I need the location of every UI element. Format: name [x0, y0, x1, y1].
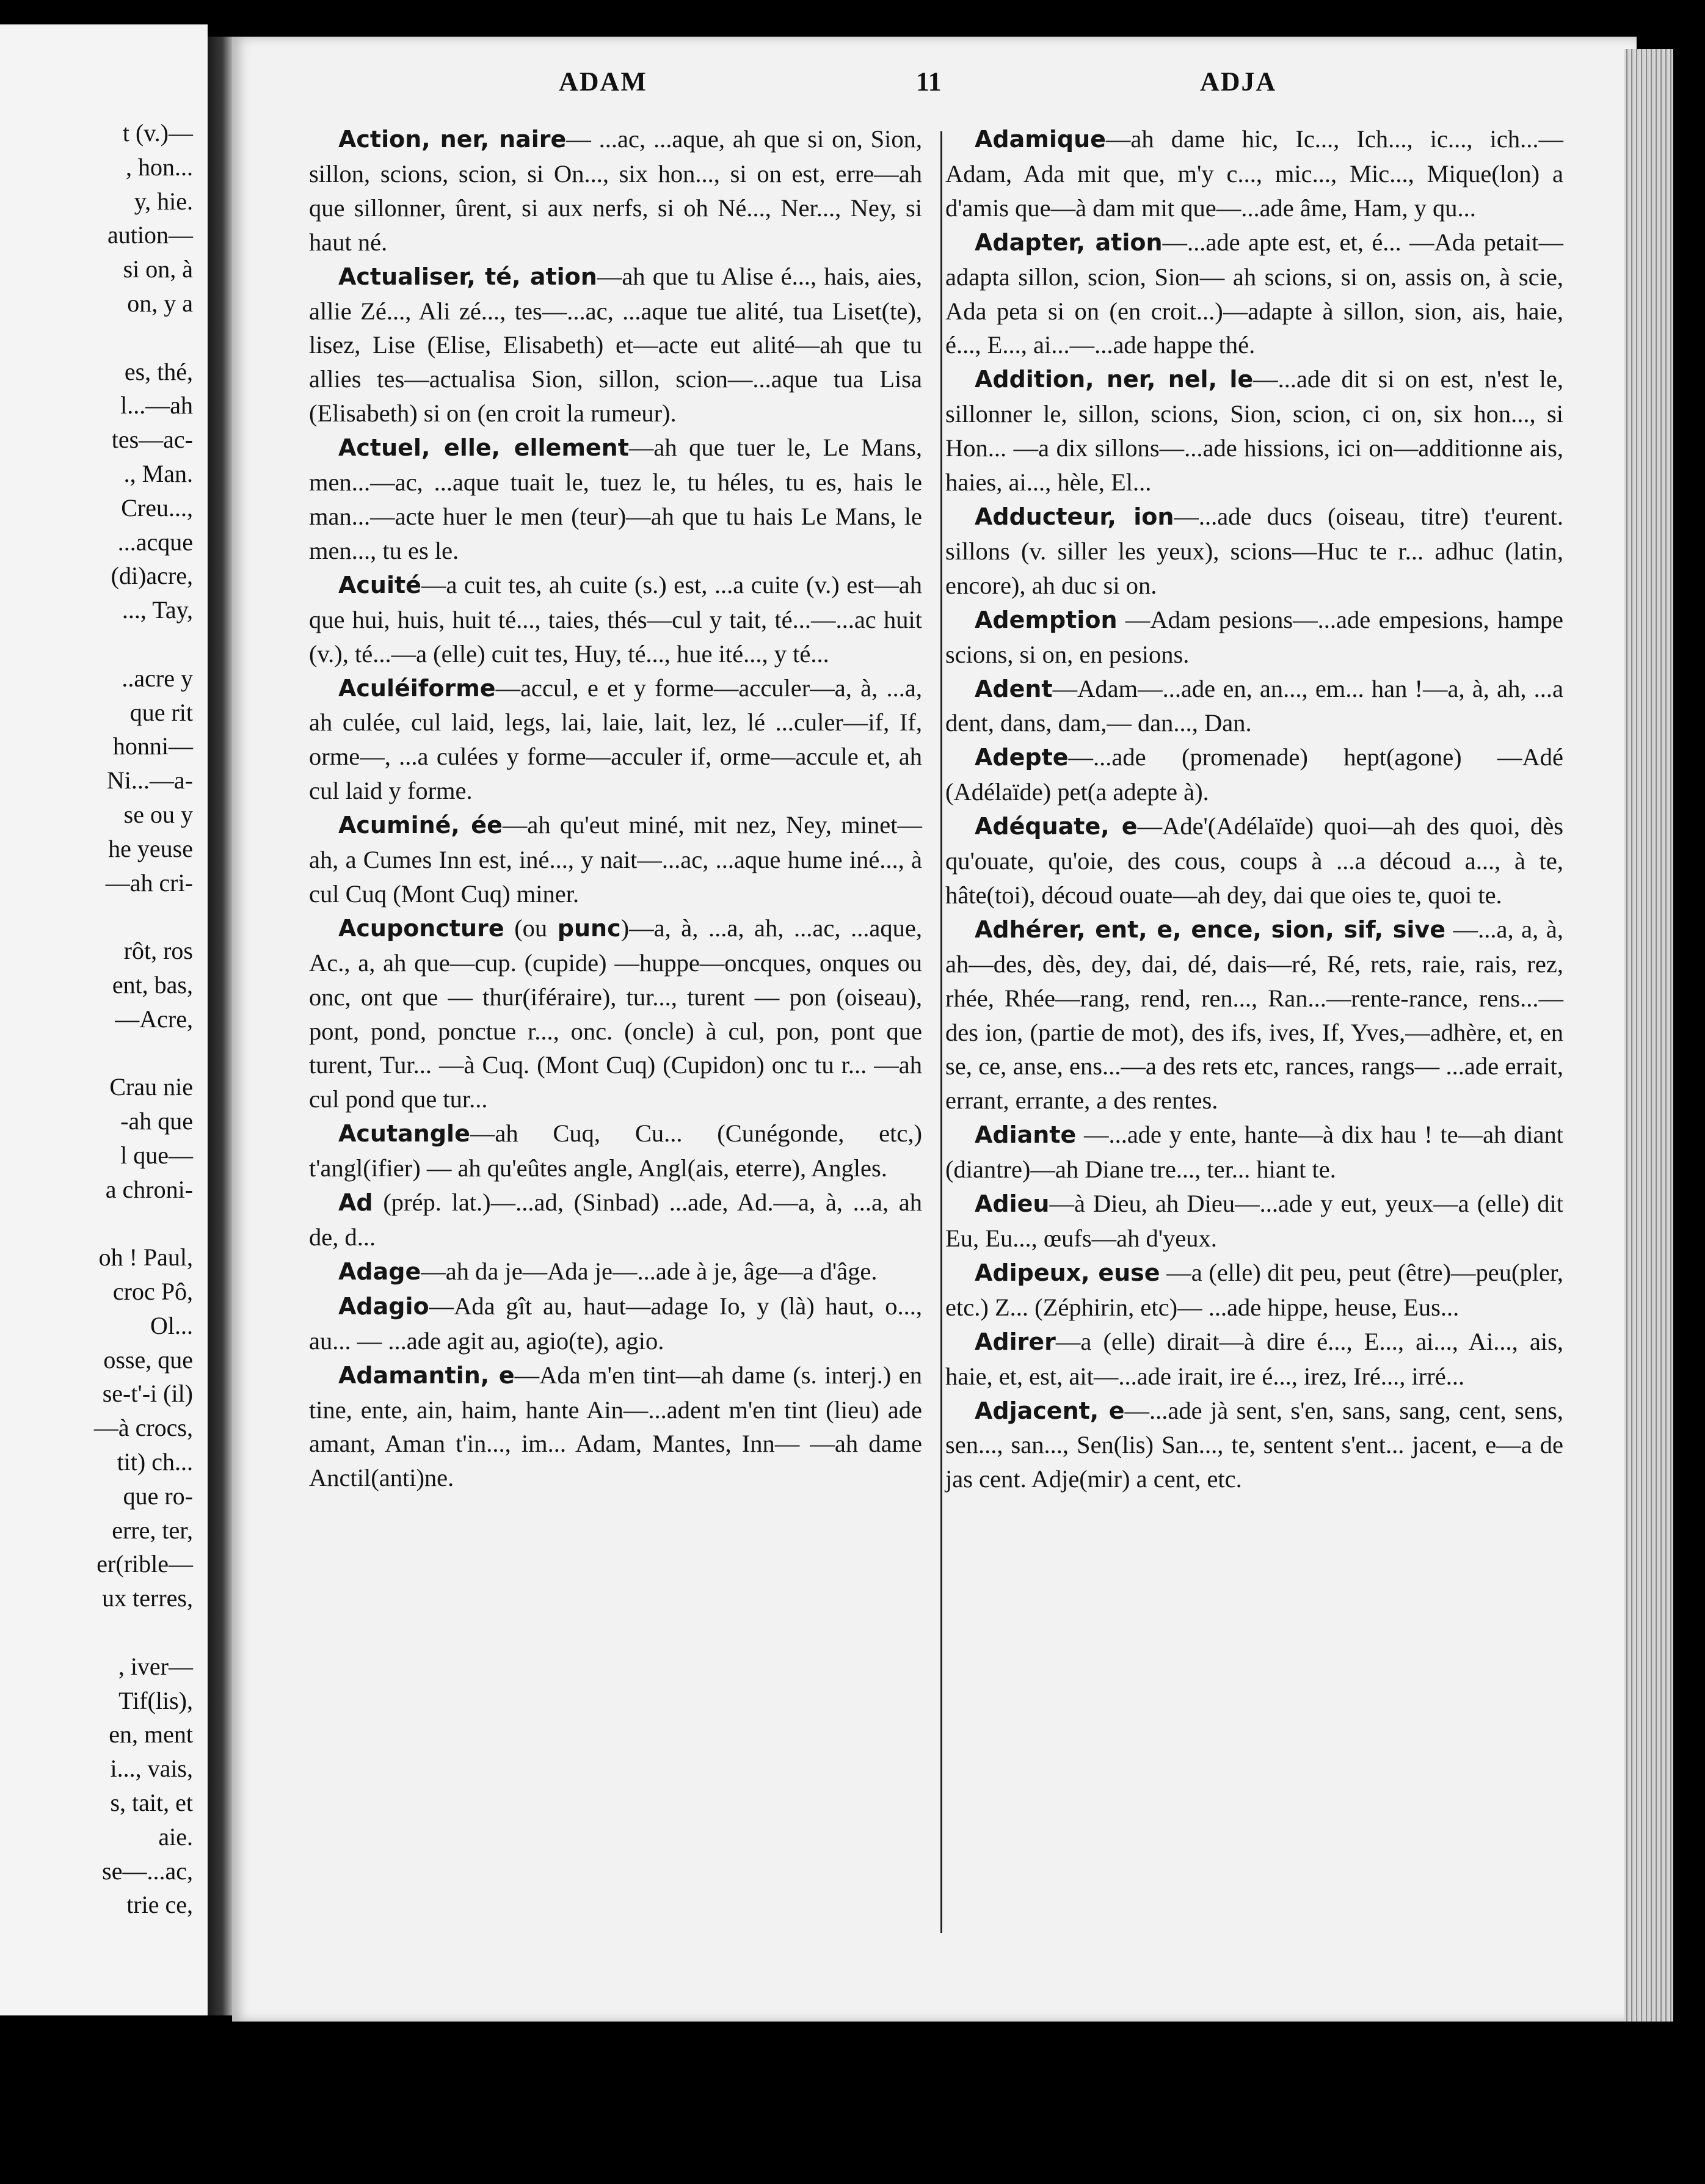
facing-page-line: y, hie.	[134, 187, 193, 215]
facing-page-line: Ni...—a-	[106, 766, 193, 795]
entry-definition: —...ade y ente, hante—à dix hau ! te—ah diant (diantre)—ah Diane tre..., ter... hiant te.	[945, 1121, 1563, 1184]
dictionary-entry	[945, 603, 1563, 672]
entry-definition: —a cuit tes, ah cuite (s.) est, ...a cuite (v.) est—ah que hui, huis, huit té..., taies, thés—cul y tait, té...—...ac huit (v.), té...—a (elle) cuit tes, Huy, té..., hue ité..., y té...	[309, 570, 922, 668]
entry-definition: )—a, à, ...a, ah, ...ac, ...aque, Ac., a, ah que—cup. (cupide) —huppe—oncques, onques ou onc, ont que — thur(iféraire), tur..., turent — pon (oiseau), pont, pond, ponctue r..., onc. (oncle) à cul, pon, pont que turent, Tur... —à Cuq. (Mont Cuq) (Cupidon) onc tu r... —ah cul pond que tur...	[309, 914, 922, 1113]
dictionary-entry	[945, 1187, 1563, 1256]
dictionary-entry	[945, 1325, 1563, 1394]
dictionary-entry	[945, 912, 1563, 1118]
facing-page-line: er(rible—	[96, 1550, 193, 1578]
entry-definition: —accul, e et y forme—acculer—a, à, ...a, ah culée, cul laid, legs, lai, laie, lait, lez, lé ...culer—if, If, orme—, ...a culées y forme—acculer if, orme—accule et, ah cul laid y forme.	[309, 674, 922, 805]
entry-definition: —ah Cuq, Cu... (Cunégonde, etc,) t'angl(ifier) — ah qu'eûtes angle, Angl(ais, eterre), Angles.	[309, 1119, 922, 1182]
entry-headword: Adiante	[975, 1121, 1077, 1149]
facing-page-line: s, tait, et	[110, 1789, 193, 1817]
dictionary-entry	[309, 1116, 922, 1185]
facing-page-line: t (v.)—	[122, 119, 193, 147]
entry-definition: —...ade (promenade) hept(agone) —Adé (Adélaïde) pet(a adepte à).	[945, 743, 1563, 806]
dictionary-entry	[309, 808, 922, 911]
facing-page-line: (di)acre,	[111, 562, 193, 590]
entry-headword: Adepte	[975, 744, 1069, 771]
dictionary-entry	[945, 500, 1563, 603]
entry-headword: Adent	[975, 675, 1053, 702]
entry-headword: Adamique	[975, 126, 1106, 153]
dictionary-entry	[945, 362, 1563, 500]
dictionary-entry	[309, 260, 922, 431]
facing-page-line	[0, 627, 208, 661]
entry-definition: —...ad, (Sinbad) ...ade, Ad.—a, à, ...a, ah de, d...	[309, 1188, 922, 1251]
facing-page-line	[0, 1036, 208, 1071]
column-divider	[940, 131, 942, 1933]
facing-page-line: ent, bas,	[112, 970, 193, 999]
dictionary-entry	[309, 671, 922, 809]
facing-page-line: se ou y	[123, 800, 193, 828]
entry-grammar-note: (prép. lat.)	[373, 1188, 491, 1217]
facing-page-line: —à crocs,	[93, 1414, 193, 1442]
facing-page-line: es, thé,	[124, 357, 193, 385]
entry-definition: —ah que tuer le, Le Mans, men...—ac, ...aque tuait le, tuez le, tu héles, tu es, hais le man...—acte huer le men (teur)—ah que tu hais Le Mans, le men..., tu es le.	[309, 434, 922, 564]
entry-definition: —Ade'(Adélaïde) quoi—ah des quoi, dès qu'ouate, qu'oie, des cous, coups à ...a découd a..., à te, hâte(toi), découd ouate—ah dey, dai que oies te, quoi te.	[945, 812, 1563, 909]
facing-page-line: ..., Tay,	[122, 596, 193, 624]
facing-page-line: Creu...,	[121, 493, 193, 522]
facing-page-line: tit) ch...	[117, 1448, 193, 1476]
entry-headword: Adamantin, e	[338, 1361, 515, 1389]
facing-page-line: si on, à	[123, 255, 193, 283]
facing-page-line	[0, 1207, 208, 1241]
facing-page-line: ., Man.	[123, 459, 193, 487]
entry-headword: Actualiser, té, ation	[338, 263, 597, 290]
entry-headword-variant: punc	[557, 914, 621, 942]
dictionary-entry	[309, 431, 922, 568]
facing-page-line: aie.	[158, 1822, 193, 1851]
entry-definition: —...ade dit si on est, n'est le, sillonner le, sillon, scions, Sion, scion, ci on, six hon..., si Hon... —a dix sillons—...ade hissions, ici on—additionne ais, haies, ai..., hèle, El...	[945, 365, 1563, 497]
facing-page-line: Tif(lis),	[118, 1686, 193, 1714]
entry-definition: —Adam pesions—...ade empesions, hampe scions, si on, en pesions.	[945, 605, 1563, 668]
facing-page-line: , hon...	[126, 153, 193, 181]
entry-definition: —a (elle) dit peu, peut (être)—peu(pler, etc.) Z... (Zéphirin, etc)— ...ade hippe, heuse, Eus...	[945, 1258, 1563, 1321]
entry-grammar-note: (ou	[504, 914, 558, 942]
facing-page-line: —Acre,	[115, 1005, 193, 1033]
entry-headword: Ademption	[975, 606, 1118, 633]
facing-page-line	[0, 321, 208, 355]
entry-definition: —ah da je—Ada je—...ade à je, âge—a d'âge.	[421, 1257, 878, 1285]
facing-page-line: se-t'-i (il)	[102, 1380, 193, 1408]
facing-page-line: tes—ac-	[111, 426, 193, 454]
facing-page-line: oh ! Paul,	[98, 1243, 193, 1272]
entry-definition: —...ade jà sent, s'en, sans, sang, cent, sens, sen..., san..., Sen(lis) San..., te, sentent s'ent... jacent, e—a de jas cent. Adje(mir) a cent, etc.	[945, 1396, 1563, 1493]
entry-headword: Adjacent, e	[975, 1397, 1125, 1424]
dictionary-entry	[309, 1358, 922, 1496]
facing-page-line: erre, ter,	[112, 1516, 193, 1544]
facing-page-line: -ah que	[120, 1107, 193, 1135]
entry-definition: —...ade apte est, et, é... —Ada petait—adapta sillon, scion, Sion— ah scions, si on, assis on, à scie, Ada peta si on (en croit...)—adapte à sillon, sion, ais, haie, é..., E..., ai...—...ade happe thé.	[945, 228, 1563, 359]
right-column	[945, 122, 1563, 1496]
dictionary-entry	[309, 1254, 922, 1289]
facing-page-line: on, y a	[127, 289, 193, 317]
entry-headword: Adage	[338, 1258, 421, 1285]
facing-page-line: i..., vais,	[110, 1755, 193, 1783]
dictionary-entry	[945, 1118, 1563, 1187]
entry-definition: —Adam—...ade en, an..., em... han !—a, à, ah, ...a dent, dans, dam,— dan..., Dan.	[945, 674, 1563, 737]
entry-definition: —ah que tu Alise é..., hais, aies, allie Zé..., Ali zé..., tes—...ac, ...aque tue alité, tua Liset(te), lisez, Lise (Elise, Elisabeth) et—acte eut alité—ah que tu allies tes—actualisa Sion, sillon, scion—...aque tua Lisa (Elisabeth) si on (en croit la rumeur).	[309, 262, 922, 428]
facing-page-line: l...—ah	[120, 391, 193, 420]
book-gutter	[208, 37, 232, 2015]
dictionary-entry	[309, 1289, 922, 1358]
entry-definition: —ah qu'eut miné, mit nez, Ney, minet—ah, a Cumes Inn est, iné..., y nait—...ac, ...aque hume iné..., à cul Cuq (Mont Cuq) miner.	[309, 811, 922, 908]
facing-page-line: ux terres,	[102, 1584, 193, 1612]
dictionary-entry	[945, 809, 1563, 912]
entry-headword: Acutangle	[338, 1120, 470, 1148]
facing-page-line: l que—	[120, 1141, 193, 1169]
facing-page-line: , iver—	[118, 1652, 193, 1680]
entry-headword: Adieu	[975, 1190, 1050, 1218]
facing-page-line: a chroni-	[105, 1175, 193, 1203]
entry-headword: Actuel, elle, ellement	[338, 434, 629, 462]
entry-headword: Acuponcture	[338, 914, 504, 942]
entry-definition: —Ada gît au, haut—adage Io, y (là) haut, o..., au... — ...ade agit au, agio(te), agio.	[309, 1292, 922, 1355]
facing-page-line	[0, 900, 208, 934]
dictionary-entry	[945, 1394, 1563, 1497]
entry-definition: —...ade ducs (oiseau, titre) t'eurent. sillons (v. siller les yeux), scions—Huc te r... adhuc (latin, encore), ah duc si on.	[945, 502, 1563, 599]
facing-page-line: he yeuse	[108, 834, 193, 862]
entry-definition: — ...ac, ...aque, ah que si on, Sion, sillon, scions, scion, si On..., six hon..., si on est, erre—ah que sillonner, ûrent, si aux nerfs, si oh Né..., Ner..., Ney, si haut né.	[309, 125, 922, 256]
entry-headword: Adipeux, euse	[975, 1259, 1160, 1286]
entry-definition: —...a, a, à, ah—des, dès, dey, dai, dé, dais—ré, Ré, rets, raie, rais, rez, rhée, Rhée—rang, rend, ren..., Ran...—rente-rance, rens...—des ion, (partie de mot), des ifs, ives, If, Yves,—adhère, et, en se, ce, anse, ens...—a des rets etc, rances, rangs— ...ade errait, errant, errante, a des rentes.	[945, 915, 1563, 1115]
facing-page-line: —ah cri-	[105, 868, 193, 897]
facing-page-text	[0, 116, 208, 1922]
dictionary-entry	[309, 1185, 922, 1254]
entry-headword: Adagio	[338, 1292, 429, 1320]
entry-headword: Adducteur, ion	[975, 503, 1174, 530]
entry-definition: —à Dieu, ah Dieu—...ade y eut, yeux—a (elle) dit Eu, Eu..., œufs—ah d'yeux.	[945, 1190, 1563, 1252]
facing-page-line: en, ment	[109, 1720, 193, 1749]
facing-page-line: croc Pô,	[112, 1278, 193, 1306]
facing-page-line: trie ce,	[126, 1891, 193, 1919]
entry-headword: Acuité	[338, 571, 421, 599]
facing-page-fragment	[0, 24, 208, 2015]
facing-page-line: honni—	[112, 732, 193, 760]
entry-definition: —Ada m'en tint—ah dame (s. interj.) en tine, ente, ain, haim, hante Ain—...adent m'en tint (lieu) ade amant, Aman t'in..., im... Adam, Mantes, Inn— —ah dame Anctil(anti)ne.	[309, 1361, 922, 1492]
entry-headword: Addition, ner, nel, le	[975, 366, 1254, 393]
facing-page-line	[0, 1615, 208, 1650]
dictionary-entry	[309, 911, 922, 1116]
entry-headword: Action, ner, naire	[338, 126, 567, 153]
entry-headword: Aculéiforme	[338, 674, 496, 702]
facing-page-line: Ol...	[150, 1311, 193, 1339]
entry-definition: —a (elle) dirait—à dire é..., E..., ai..., Ai..., ais, haie, et, est, ait—...ade irait, ire é..., irez, Iré..., irré...	[945, 1327, 1563, 1390]
entry-headword: Ad	[338, 1189, 373, 1217]
dictionary-entry	[945, 225, 1563, 363]
entry-headword: Adhérer, ent, e, ence, sion, sif, sive	[975, 915, 1445, 943]
page-edges	[1624, 49, 1673, 2022]
facing-page-line: aution—	[107, 221, 193, 249]
left-column	[309, 122, 922, 1495]
facing-page-line: Crau nie	[109, 1073, 193, 1101]
page-number: 11	[916, 67, 942, 96]
dictionary-entry	[309, 122, 922, 260]
entry-headword: Adéquate, e	[975, 813, 1138, 840]
facing-page-line: que rit	[129, 698, 193, 726]
header-left-guide-word: ADAM	[559, 67, 647, 96]
facing-page-line: se—...ac,	[102, 1857, 193, 1885]
facing-page-line: que ro-	[123, 1482, 193, 1510]
header-right-guide-word: ADJA	[1200, 67, 1277, 96]
entry-headword: Adapter, ation	[975, 228, 1163, 256]
entry-definition: —ah dame hic, Ic..., Ich..., ic..., ich...—Adam, Ada mit que, m'y c..., mic..., Mic..., Mique(lon) a d'amis que—à dam mit que—...ade âme, Ham, y qu...	[945, 125, 1563, 222]
facing-page-line: ...acque	[117, 528, 193, 556]
dictionary-entry	[945, 122, 1563, 225]
running-header	[305, 66, 1356, 103]
dictionary-entry	[945, 740, 1563, 809]
dictionary-entry	[945, 672, 1563, 741]
entry-headword: Acuminé, ée	[338, 812, 503, 839]
dictionary-entry	[945, 1256, 1563, 1325]
entry-headword: Adirer	[975, 1328, 1056, 1355]
facing-page-line: ..acre y	[122, 664, 193, 692]
facing-page-line: rôt, ros	[123, 937, 193, 965]
dictionary-entry	[309, 568, 922, 671]
facing-page-line: osse, que	[103, 1345, 193, 1374]
